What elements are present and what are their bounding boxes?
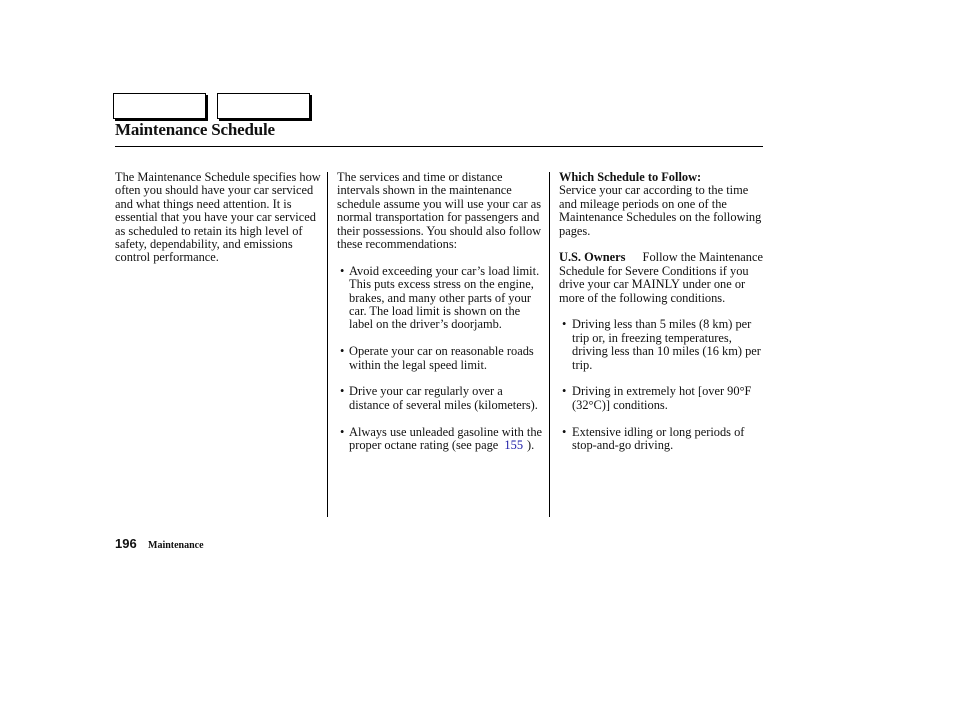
section-label: Maintenance [148, 540, 204, 551]
list-item [337, 426, 543, 453]
list-item-text: Avoid exceeding your car’s load limit. This puts excess stress on the engine, brakes, and many other parts of your car. The load limit is shown on the label on the driver’s doorjamb. [349, 263, 540, 332]
bullet-icon: • [562, 384, 567, 399]
schedule-section [559, 171, 763, 238]
list-item-text: Drive your car regularly over a distance of several miles (kilometers). [349, 384, 538, 412]
bullet-icon: • [340, 344, 345, 359]
list-item [559, 426, 763, 453]
page-link-155[interactable]: 155 [504, 438, 524, 453]
list-item-text: Extensive idling or long periods of stop-and-go driving. [572, 424, 745, 453]
nav-button-previous[interactable] [113, 93, 206, 119]
column-recommendations [337, 171, 543, 452]
list-item-text: Driving less than 5 miles (8 km) per trip or, in freezing temperatures, driving less than 10 miles (16 km) per trip. [572, 317, 761, 372]
page-number: 196 [115, 536, 137, 551]
bullet-icon: • [562, 424, 567, 439]
section-heading: Which Schedule to Follow: [559, 170, 702, 184]
list-item [559, 318, 763, 372]
us-owners-section [559, 251, 763, 305]
column-divider-1 [327, 172, 328, 517]
page-title: Maintenance Schedule [115, 120, 275, 139]
bullet-icon: • [340, 384, 345, 399]
list-item-text: Operate your car on reasonable roads within the legal speed limit. [349, 344, 534, 372]
subsection-heading: U.S. Owners [559, 250, 626, 265]
title-divider [115, 146, 763, 147]
recommendations-intro: The services and time or distance intervals shown in the maintenance schedule assume you will use your car as normal transportation for passengers and their possessions. You should also follow these recommendations: [337, 170, 542, 252]
recommendations-list [337, 265, 543, 453]
bullet-icon: • [340, 424, 345, 439]
section-text: Service your car according to the time and mileage periods on one of the Maintenance Schedules on the following pages. [559, 183, 762, 238]
list-item-text-end: ). [527, 438, 535, 453]
conditions-list [559, 318, 763, 452]
subsection-text: Follow the Maintenance Schedule for Severe Conditions if you drive your car MAINLY under one or more of the following conditions. [559, 250, 763, 305]
column-schedule [559, 171, 763, 452]
bullet-icon: • [340, 263, 345, 278]
bullet-icon: • [562, 317, 567, 332]
list-item [337, 385, 543, 412]
list-item-text: Driving in extremely hot [over 90°F (32°C)] conditions. [572, 384, 752, 412]
list-item [337, 265, 543, 332]
column-intro [115, 171, 321, 265]
list-item-text: Always use unleaded gasoline with the proper octane rating (see page [349, 424, 543, 453]
nav-button-next[interactable] [217, 93, 310, 119]
intro-paragraph: The Maintenance Schedule specifies how often you should have your car serviced and what things need attention. It is essential that you have your car serviced as scheduled to retain its high level of safety, dependability, and emissions control performance. [115, 170, 321, 265]
list-item [337, 345, 543, 372]
list-item [559, 385, 763, 412]
column-divider-2 [549, 172, 550, 517]
